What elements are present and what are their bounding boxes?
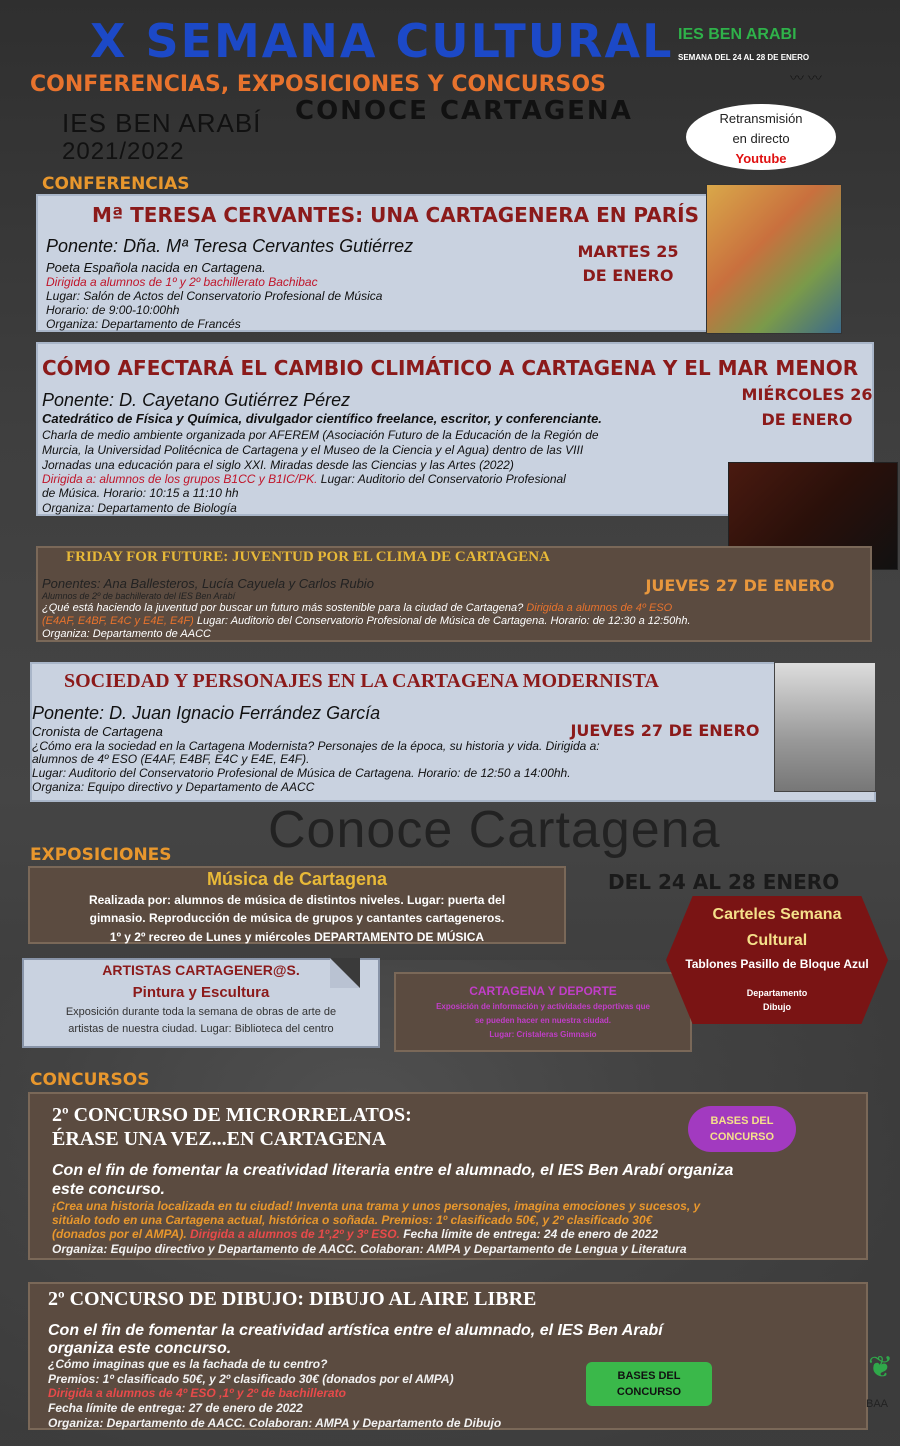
theme-title: CONOCE CARTAGENA (295, 96, 633, 126)
conference-2-charla-2: Murcia, la Universidad Politécnica de Cartagena y el Museo de la Ciencia y el Agua) dentro de las VIII (42, 443, 584, 457)
youtube-link[interactable]: Youtube (735, 151, 787, 166)
exhibition-posters-dept-1: Departamento (746, 988, 808, 998)
contest-2-deadline: Fecha límite de entrega: 27 de enero de 2022 (48, 1401, 303, 1415)
contest-2-rules-label-1: BASES DEL (617, 1370, 681, 1382)
conference-1-audience: Dirigida a alumnos de 1º y 2º bachillerato Bachibac (46, 275, 318, 289)
conference-4-date: JUEVES 27 DE ENERO (570, 721, 760, 740)
conference-2-charla-3: Jornadas una educación para el siglo XXI. Miradas desde las Ciencias y las Artes (2022) (42, 458, 514, 472)
exhibition-artists-subtitle: Pintura y Escultura (132, 984, 270, 1001)
conference-4-organizer: Organiza: Equipo directivo y Departamento de AACC (32, 780, 315, 794)
contest-2-prizes: Premios: 1º clasificado 50€, y 2º clasificado 30€ (donados por el AMPA) (48, 1372, 454, 1386)
conference-1-time: Horario: de 9:00-10:00hh (46, 303, 180, 317)
contest-1-body-1: ¡Crea una historia localizada en tu ciudad! Inventa una trama y unos personajes, imagina emociones y sucesos, y (52, 1199, 701, 1213)
contest-2-lead-1: Con el fin de fomentar la creatividad artística entre el alumnado, el IES Ben Arabí (48, 1322, 663, 1339)
contest-1-rules-button[interactable] (688, 1106, 796, 1152)
exhibition-music-line-3: 1º y 2º recreo de Lunes y miércoles DEPARTAMENTO DE MÚSICA (109, 930, 485, 944)
leaf-logo-icon: ❦ (868, 1351, 894, 1384)
conference-2-charla-1: Charla de medio ambiente organizada por AFEREM (Asociación Futuro de la Educación de la Región de (42, 428, 599, 442)
conference-4-desc: Cronista de Cartagena (32, 724, 163, 739)
conference-3-question: ¿Qué está haciendo la juventud por buscar un futuro más sostenible para la ciudad de Cartagena? (42, 602, 524, 614)
conference-2-organizer: Organiza: Departamento de Biología (42, 501, 237, 515)
exhibition-sports-title: CARTAGENA Y DEPORTE (469, 984, 617, 998)
week-dates: SEMANA DEL 24 AL 28 DE ENERO (678, 53, 810, 62)
exhibition-posters-dept-2: Dibujo (763, 1002, 791, 1012)
school-name-right: IES BEN ARABI (678, 26, 797, 43)
exhibition-posters-title-1: Carteles Semana (712, 906, 842, 923)
contest-2-title: 2º CONCURSO DE DIBUJO: DIBUJO AL AIRE LIBRE (48, 1288, 537, 1310)
contest-2-rules-button[interactable] (586, 1362, 712, 1406)
contest-1-body-2: sitúalo todo en una Cartagena actual, histórica o soñada. Premios: 1º clasificado 50€, y 2º clasificado 30€ (52, 1213, 653, 1227)
school-name: IES BEN ARABÍ (62, 108, 262, 138)
conference-4-place: Lugar: Auditorio del Conservatorio Profesional de Música de Cartagena. Horario: de 12:50 a 14:00hh. (32, 766, 571, 780)
conference-3-title: FRIDAY FOR FUTURE: JUVENTUD POR EL CLIMA DE CARTAGENA (66, 549, 550, 565)
contest-1-lead-1: Con el fin de fomentar la creatividad literaria entre el alumnado, el IES Ben Arabí organiza (52, 1162, 734, 1179)
sub-title: CONFERENCIAS, EXPOSICIONES Y CONCURSOS (30, 72, 606, 97)
contest-1-title-1: 2º CONCURSO DE MICRORRELATOS: (52, 1104, 412, 1126)
conference-2-speaker: Ponente: D. Cayetano Gutiérrez Pérez (42, 390, 351, 410)
conference-3-speakers: Ponentes: Ana Ballesteros, Lucía Cayuela y Carlos Rubio (42, 576, 374, 591)
contest-1-organizer: Organiza: Equipo directivo y Departamento de AACC. Colaboran: AMPA y Departamento de Lengua y Literatura (52, 1242, 687, 1256)
exhibition-sports-line-2: se pueden hacer en nuestra ciudad. (474, 1016, 612, 1025)
conference-2-date-line2: DE ENERO (761, 410, 853, 429)
main-title: X SEMANA CULTURAL (90, 14, 674, 68)
contest-2-organizer: Organiza: Departamento de AACC. Colaboran: AMPA y Departamento de Dibujo (48, 1416, 502, 1430)
contest-1-rules-label-1: BASES DEL (710, 1115, 774, 1127)
speaker-headshot-image (774, 662, 876, 792)
school-year: 2021/2022 (62, 138, 185, 165)
contest-2-lead-2: organiza este concurso. (48, 1340, 232, 1357)
exhibition-sports-line-3: Lugar: Cristaleras Gimnasio (489, 1030, 597, 1039)
live-stream-badge[interactable] (686, 104, 836, 170)
conference-1-date-line2: DE ENERO (582, 266, 674, 285)
exhibition-music-line-2: gimnasio. Reproducción de música de grupos y cantantes cartageneros. (89, 911, 505, 925)
section-exposiciones: EXPOSICIONES (30, 845, 172, 865)
background-theme-text: Conoce Cartagena (268, 801, 721, 859)
contest-2-audience: Dirigida a alumnos de 4º ESO ,1º y 2º de bachillerato (48, 1386, 346, 1400)
conference-1-speaker: Ponente: Dña. Mª Teresa Cervantes Gutiérrez (46, 236, 414, 256)
conference-3-students: Alumnos de 2º de bachillerato del IES Ben Arabí (42, 591, 236, 601)
contest-2-question: ¿Cómo imaginas que es la fachada de tu centro? (48, 1357, 328, 1371)
corner-logo-text: BAA (866, 1398, 889, 1410)
section-conferencias: CONFERENCIAS (42, 174, 190, 194)
conference-3-date: JUEVES 27 DE ENERO (645, 576, 835, 595)
exhibition-artists-title: ARTISTAS CARTAGENER@S. (102, 962, 300, 978)
conference-1-desc: Poeta Española nacida en Cartagena. (46, 260, 266, 275)
conference-4-title: SOCIEDAD Y PERSONAJES EN LA CARTAGENA MODERNISTA (64, 670, 659, 692)
background-dates-text: DEL 24 AL 28 ENERO (608, 870, 840, 894)
exhibition-posters-title-2: Cultural (746, 932, 808, 949)
contest-1-body-3a: (donados por el AMPA). (52, 1227, 187, 1241)
speaker-portrait-image (706, 184, 842, 334)
conference-4-audience: alumnos de 4º ESO (E4AF, E4BF, E4C y E4E, E4F). (32, 752, 310, 766)
live-line-1: Retransmisión (719, 111, 803, 126)
contest-1-lead-2: este concurso. (52, 1181, 165, 1198)
contest-1-deadline: Fecha límite de entrega: 24 de enero de 2022 (399, 1227, 658, 1241)
conference-2-date-line1: MIÉRCOLES 26 (741, 385, 873, 404)
conference-1-organizer: Organiza: Departamento de Francés (46, 317, 241, 331)
contest-1-audience: Dirigida a alumnos de 1º,2º y 3º ESO. (186, 1227, 400, 1241)
conference-4-speaker: Ponente: D. Juan Ignacio Ferrández García (32, 703, 381, 723)
conference-1-title: Mª TERESA CERVANTES: UNA CARTAGENERA EN PARÍS (92, 203, 699, 227)
contest-1-rules-label-2: CONCURSO (709, 1131, 775, 1143)
conference-2-desc: Catedrático de Física y Química, divulgador científico freelance, escritor, y conferenciante. (42, 411, 602, 426)
exhibition-sports-line-1: Exposición de información y actividades deportivas que (436, 1002, 650, 1011)
conference-3-groups: (E4AF, E4BF, E4C y E4E, E4F) (42, 615, 194, 627)
section-concursos: CONCURSOS (30, 1070, 150, 1090)
conference-2-title: CÓMO AFECTARÁ EL CAMBIO CLIMÁTICO A CARTAGENA Y EL MAR MENOR (42, 356, 859, 380)
contest-2-rules-label-2: CONCURSO (616, 1386, 682, 1398)
conference-4-question: ¿Cómo era la sociedad en la Cartagena Modernista? Personajes de la época, su historia y vida. Dirigida a: (32, 739, 600, 753)
conference-1-date-line1: MARTES 25 (577, 242, 679, 261)
exhibition-posters-location: Tablones Pasillo de Bloque Azul (685, 957, 869, 971)
exhibition-music-line-1: Realizada por: alumnos de música de distintos niveles. Lugar: puerta del (88, 893, 506, 907)
conference-2-time: de Música. Horario: 10:15 a 11:10 hh (42, 486, 239, 500)
conference-2-audience: Dirigida a: alumnos de los grupos B1CC y B1IC/PK. (42, 472, 318, 486)
birds-icon: 〰 〰 (790, 70, 822, 86)
exhibition-artists-line-1: Exposición durante toda la semana de obras de arte de (65, 1006, 337, 1018)
exhibition-artists-line-2: artistas de nuestra ciudad. Lugar: Biblioteca del centro (68, 1023, 334, 1035)
conference-2-place: Lugar: Auditorio del Conservatorio Profesional (317, 472, 566, 486)
conference-1-place: Lugar: Salón de Actos del Conservatorio Profesional de Música (46, 289, 383, 303)
contest-1-title-2: ÉRASE UNA VEZ...EN CARTAGENA (52, 1128, 387, 1150)
exhibition-music-title: Música de Cartagena (206, 869, 388, 889)
live-line-2: en directo (732, 131, 790, 146)
conference-3-audience: Dirigida a alumnos de 4º ESO (523, 602, 673, 614)
conference-3-organizer: Organiza: Departamento de AACC (42, 628, 211, 640)
conference-3-place: Lugar: Auditorio del Conservatorio Profesional de Música de Cartagena. Horario: de 12:30 a 12:50hh. (193, 615, 691, 627)
